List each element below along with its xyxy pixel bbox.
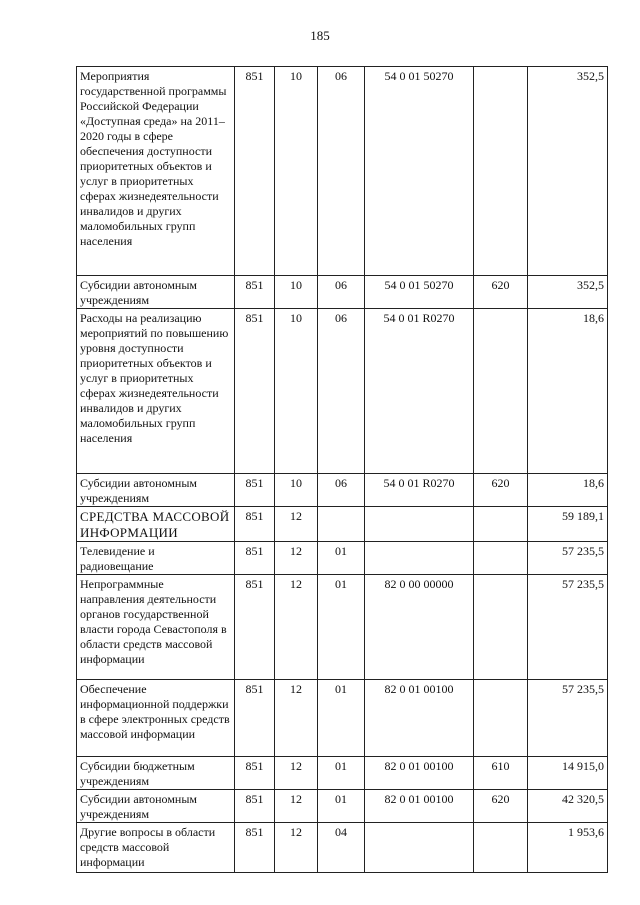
- expense-type-code: 610: [474, 757, 528, 790]
- amount: 352,5: [528, 276, 608, 309]
- section-code: 12: [275, 507, 318, 542]
- expense-type-code: [474, 680, 528, 757]
- section-code: 10: [275, 67, 318, 276]
- subsection-code: 06: [318, 474, 365, 507]
- amount: 57 235,5: [528, 542, 608, 575]
- subsection-code: 01: [318, 542, 365, 575]
- table-row: [77, 507, 608, 542]
- target-item-code: 54 0 01 R0270: [365, 309, 474, 474]
- page-number: 185: [310, 28, 330, 43]
- amount: 1 953,6: [528, 823, 608, 873]
- row-name: Телевидение и радиовещание: [77, 542, 235, 575]
- target-item-code: 54 0 01 R0270: [365, 474, 474, 507]
- subsection-code: 01: [318, 790, 365, 823]
- expense-type-code: 620: [474, 276, 528, 309]
- row-name: Расходы на реализацию мероприятий по повышению уровня доступности приоритетных объектов и услуг в приоритетных сферах жизнедеятельности инвалидов и других маломобильных групп населения: [77, 309, 235, 474]
- department-code: 851: [235, 67, 275, 276]
- section-heading: СРЕДСТВА МАССОВОЙ ИНФОРМАЦИИ: [77, 507, 235, 542]
- department-code: 851: [235, 757, 275, 790]
- expense-type-code: [474, 542, 528, 575]
- table-row: [77, 680, 608, 757]
- table-row: [77, 474, 608, 507]
- row-name: Другие вопросы в области средств массовой информации: [77, 823, 235, 873]
- target-item-code: 54 0 01 50270: [365, 67, 474, 276]
- amount: 352,5: [528, 67, 608, 276]
- expense-type-code: [474, 575, 528, 680]
- subsection-code: 04: [318, 823, 365, 873]
- department-code: 851: [235, 507, 275, 542]
- section-code: 10: [275, 474, 318, 507]
- target-item-code: [365, 507, 474, 542]
- department-code: 851: [235, 680, 275, 757]
- expense-type-code: 620: [474, 474, 528, 507]
- target-item-code: [365, 823, 474, 873]
- target-item-code: 82 0 01 00100: [365, 790, 474, 823]
- subsection-code: 01: [318, 757, 365, 790]
- table-row: [77, 276, 608, 309]
- budget-table: [76, 66, 608, 873]
- department-code: 851: [235, 309, 275, 474]
- department-code: 851: [235, 276, 275, 309]
- table-row: [77, 67, 608, 276]
- section-code: 12: [275, 575, 318, 680]
- target-item-code: 82 0 01 00100: [365, 757, 474, 790]
- table-row: [77, 823, 608, 873]
- expense-type-code: [474, 309, 528, 474]
- table-row: [77, 309, 608, 474]
- subsection-code: 06: [318, 276, 365, 309]
- amount: 57 235,5: [528, 680, 608, 757]
- section-code: 10: [275, 309, 318, 474]
- subsection-code: 01: [318, 575, 365, 680]
- section-code: 12: [275, 680, 318, 757]
- target-item-code: 82 0 00 00000: [365, 575, 474, 680]
- amount: 42 320,5: [528, 790, 608, 823]
- amount: 57 235,5: [528, 575, 608, 680]
- section-code: 12: [275, 542, 318, 575]
- expense-type-code: [474, 507, 528, 542]
- row-name: Обеспечение информационной поддержки в сфере электронных средств массовой информации: [77, 680, 235, 757]
- section-code: 12: [275, 790, 318, 823]
- target-item-code: 54 0 01 50270: [365, 276, 474, 309]
- department-code: 851: [235, 474, 275, 507]
- subsection-code: [318, 507, 365, 542]
- row-name: Непрограммные направления деятельности органов государственной власти города Севастополя в области средств массовой информации: [77, 575, 235, 680]
- amount: 14 915,0: [528, 757, 608, 790]
- department-code: 851: [235, 823, 275, 873]
- expense-type-code: [474, 823, 528, 873]
- table-row: [77, 790, 608, 823]
- department-code: 851: [235, 575, 275, 680]
- amount: 18,6: [528, 309, 608, 474]
- row-name: Субсидии бюджетным учреждениям: [77, 757, 235, 790]
- row-name: Субсидии автономным учреждениям: [77, 276, 235, 309]
- section-code: 12: [275, 757, 318, 790]
- expense-type-code: [474, 67, 528, 276]
- section-code: 12: [275, 823, 318, 873]
- target-item-code: [365, 542, 474, 575]
- row-name: Субсидии автономным учреждениям: [77, 474, 235, 507]
- amount: 59 189,1: [528, 507, 608, 542]
- subsection-code: 06: [318, 309, 365, 474]
- table-row: [77, 757, 608, 790]
- subsection-code: 06: [318, 67, 365, 276]
- department-code: 851: [235, 542, 275, 575]
- row-name: Субсидии автономным учреждениям: [77, 790, 235, 823]
- table-row: [77, 542, 608, 575]
- row-name: Мероприятия государственной программы Российской Федерации «Доступная среда» на 2011–2020 годы в сфере обеспечения доступности приоритетных объектов и услуг в приоритетных сферах жизнедеятельности инвалидов и других маломобильных групп населения: [77, 67, 235, 276]
- amount: 18,6: [528, 474, 608, 507]
- target-item-code: 82 0 01 00100: [365, 680, 474, 757]
- expense-type-code: 620: [474, 790, 528, 823]
- section-code: 10: [275, 276, 318, 309]
- department-code: 851: [235, 790, 275, 823]
- table-row: [77, 575, 608, 680]
- subsection-code: 01: [318, 680, 365, 757]
